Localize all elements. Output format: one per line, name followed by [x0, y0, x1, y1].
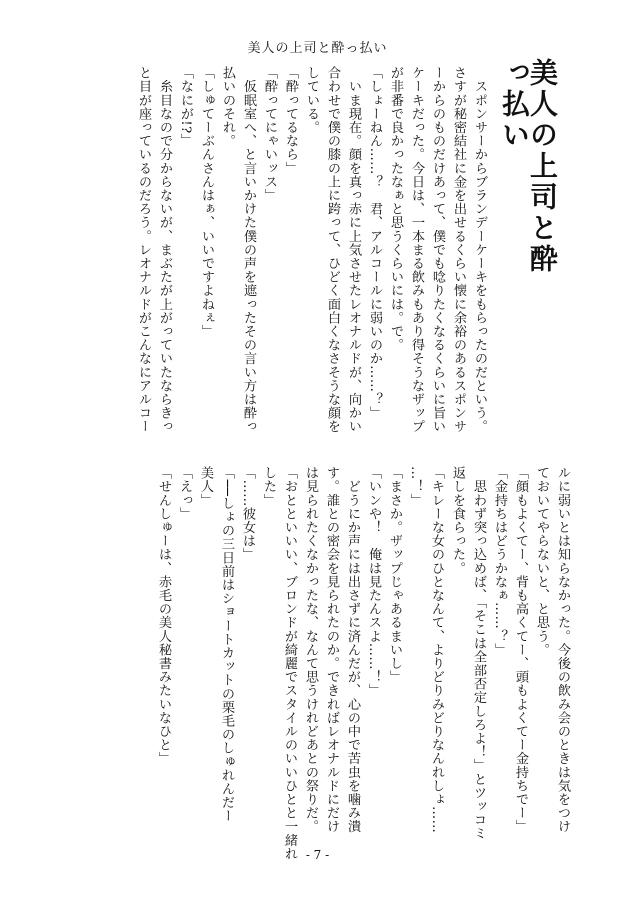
text-line: 「せんしゅーは、赤毛の美人秘書みたいなひと」	[156, 466, 171, 766]
running-header: 美人の上司と酔っ払い	[247, 41, 388, 56]
chapter-title: 美人の上司と酔っ払い	[498, 58, 559, 275]
text-line: 仮眠室へ、と言いかけた僕の声を遮ったその言い方は酔っ	[241, 66, 256, 434]
text-line: 「まさか。ザップじゃあるまいし」	[387, 466, 402, 684]
page-number: - 7 -	[305, 848, 330, 862]
text-line: 「金持ちはどうかなぁ……？」	[492, 466, 507, 657]
text-line: いま現在。顔を真っ赤に上気させたレオナルドが、向かい	[346, 66, 361, 434]
text-line: 思わず突っ込めば、「そこは全部否定しろよ！」とツッコミ	[471, 466, 486, 841]
text-line: 美人」	[198, 466, 213, 507]
text-line: と目が座っているのだろう。レオナルドがこんなにアルコー	[136, 66, 151, 434]
text-line: 返しを食らった。	[450, 466, 465, 575]
text-line: …！」	[408, 466, 423, 507]
text-line: 払いのそれ。	[220, 66, 235, 148]
text-line: 「しょーねん……？ 君、アルコールに弱いのか……？」	[367, 66, 382, 420]
body-text-top	[133, 66, 490, 446]
body-text-bottom	[153, 466, 573, 861]
text-line: 「顔もよくてー、背も高くてー、頭もよくてー金持ちでー」	[513, 466, 528, 834]
text-line: す。誰との密会を見られたのか。できればレオナルドにだけ	[324, 466, 339, 834]
text-line: さすが秘密結社に金を出せるくらい懐に余裕のあるスポンサ	[451, 66, 466, 434]
text-line: 「おとといいい、ブロンドが綺麗でスタイルのいいひとと一緒れ	[282, 466, 297, 861]
text-line: が非番で良かったなぁと思うくらいには。で。	[388, 66, 403, 352]
text-line: スポンサーからブランデーケーキをもらったのだという。	[472, 66, 487, 434]
text-line: 「いンや！ 俺は見たんスよ……！」	[366, 466, 381, 698]
text-line: ーからのものだけあって、僕でも唸りたくなるくらいに旨い	[430, 66, 445, 434]
text-line: 「──しょの三日前はショートカットの栗毛のしゅれんだー	[219, 466, 234, 823]
text-line: 合わせで僕の膝の上に跨って、ひどく面白くなさそうな顔を	[325, 66, 340, 434]
text-line: ておいてやらないと、と思う。	[534, 466, 549, 657]
text-line: している。	[304, 66, 319, 134]
text-line: ルに弱いとは知らなかった。今後の飲み会のときは気をつけ	[555, 466, 570, 834]
text-line: は見られたくなかったな、なんて思うけれどあとの祭りだ。	[303, 466, 318, 834]
text-line: 「えっ」	[177, 466, 192, 521]
text-line: 「しゅてーぶんさんはぁ、いいですよねぇ」	[199, 66, 214, 338]
text-line: 「キレーな女のひとなんて、よりどりみどりなんれしょ……	[429, 466, 444, 834]
text-line: 「……彼女は」	[240, 466, 255, 562]
text-line: 「なにが!?」	[178, 66, 193, 148]
text-line: 糸目なので分からないが、まぶたが上がっていたならきっ	[157, 66, 172, 434]
text-line: した」	[261, 466, 276, 507]
text-line: 「酔ってにゃいッス」	[262, 66, 277, 202]
text-line: ケーキだった。今日は、一本まる飲みもあり得そうなザップ	[409, 66, 424, 434]
text-line: 「酔ってるなら」	[283, 66, 298, 175]
text-line: どうにか声には出さずに済んだが、心の中で苦虫を噛み潰	[345, 466, 360, 834]
